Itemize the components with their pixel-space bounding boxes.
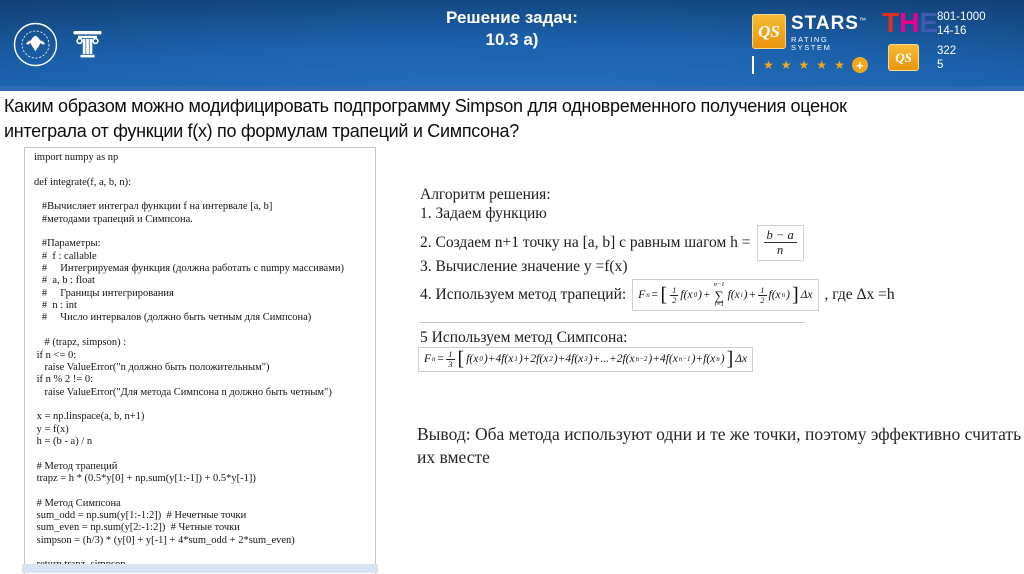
formula-symbol: F [424, 353, 432, 366]
formula-subscript: n [646, 291, 650, 299]
formula-term: )+...+2f(x [588, 353, 635, 366]
section-divider [420, 322, 804, 323]
stars-wordmark: STARS [790, 13, 859, 34]
plus-sign: + [702, 289, 711, 301]
the-logo-letter-e: E [919, 7, 939, 38]
code-panel[interactable] [24, 147, 376, 574]
the-ranking-numbers [937, 10, 986, 38]
fraction-denominator: n [777, 243, 784, 258]
code-line [34, 325, 375, 337]
code-line [34, 485, 375, 497]
code-line [34, 189, 375, 201]
algorithm-step-1: 1. Задаем функцию [420, 205, 547, 222]
formula-term: f(x [768, 289, 781, 301]
code-line: # (trapz, simpson) : [34, 337, 127, 349]
algorithm-step-2 [420, 225, 804, 261]
the-logo-letter-h: H [899, 7, 920, 38]
code-line: if n % 2 != 0: [34, 374, 93, 386]
star-icon: ★ [780, 58, 792, 72]
plus-sign: + [748, 289, 757, 301]
equals-sign: = [436, 353, 445, 366]
step-4-text: 4. Используем метод трапеций: [420, 286, 627, 303]
code-line: raise ValueError("n должно быть положительным") [34, 361, 270, 373]
code-line: def integrate(f, a, b, n): [34, 176, 132, 188]
code-line: x = np.linspace(a, b, n+1) [34, 411, 145, 423]
code-line: #Вычисляет интеграл функции f на интервале [a, b] [34, 201, 273, 213]
fraction-h [764, 228, 797, 258]
stars-rating-row [752, 56, 870, 74]
code-line: #методами трапеций и Симпсона. [34, 213, 193, 225]
slide-title [0, 7, 1024, 51]
code-line: h = (b - a) / n [34, 435, 93, 447]
code-line: y = f(x) [34, 423, 69, 435]
left-bracket: [ [660, 283, 668, 306]
qs-badge-icon: QS [888, 44, 919, 71]
formula-term: )+4f(x [483, 353, 514, 366]
right-bracket: ] [726, 347, 734, 370]
equals-sign: = [650, 289, 659, 301]
left-bracket: [ [457, 347, 465, 370]
formula-term: )+2f(x [518, 353, 549, 366]
code-line: # f : callable [34, 250, 97, 262]
slide-title-line2: 10.3 а) [485, 30, 539, 49]
summation-symbol: n−1 ∑ i=1 [713, 281, 725, 308]
code-line: trapz = h * (0.5*y[0] + np.sum(y[1:-1]) + 0.5*y[-1]) [34, 472, 256, 484]
code-line: sum_odd = np.sum(y[1:-1:2]) # Нечетные точки [34, 509, 247, 521]
algorithm-step-3: 3. Вычисление значение y =f(x) [420, 258, 628, 275]
right-bracket: ] [792, 283, 799, 306]
slide-title-line1: Решение задач: [446, 8, 578, 27]
step-2-text: 2. Создаем n+1 точку на [a, b] с равным шагом h = [420, 233, 751, 251]
code-line: # a, b : float [34, 275, 95, 287]
step-4-where-clause: , где Δx =h [824, 286, 895, 303]
code-line: import numpy as np [34, 152, 119, 163]
formula-term: )+4f(x [553, 353, 584, 366]
code-line [34, 399, 375, 411]
question-text [0, 91, 1024, 147]
header-banner [0, 0, 1024, 86]
simpson-formula: F n = $\frac{1}{3}$ [ f(x 0 )+4f(x 1 )+2f(x 2 )+4f(x 3 )+...+2f(x n−2 )+4f(x n−1 )+f(x n ) ] Δx [418, 347, 753, 372]
the-ranking-range: 801-1000 [937, 11, 986, 23]
fraction-numerator: b − a [764, 228, 797, 243]
algorithm-step-4 [420, 279, 895, 311]
plus-star-icon: + [852, 57, 868, 73]
algorithm-heading: Алгоритм решения: [420, 186, 551, 203]
code-line: # Метод трапеций [34, 460, 118, 472]
star-icon: ★ [834, 58, 845, 72]
algorithm-step-5: 5 Используем метод Симпсона: [420, 329, 628, 346]
qs-stars-logo [752, 14, 870, 74]
code-line: # Число интервалов (должно быть четным для Симпсона) [34, 312, 312, 324]
formula-term: ) [720, 353, 725, 366]
formula-term: )+f(x [691, 353, 716, 366]
the-logo-letter-t: T [882, 7, 900, 38]
fraction-third: $\frac{1}{3}$ [448, 349, 453, 369]
algorithm-step-5-formula-row [418, 347, 753, 372]
delta-x: Δx [800, 289, 813, 301]
star-icon: ★ [816, 58, 828, 72]
trademark-symbol: ™ [858, 17, 866, 25]
code-line: sum_even = np.sum(y[2:-1:2]) # Четные точки [34, 522, 240, 534]
formula-term: f(x [727, 289, 740, 301]
code-line: # n : int [34, 300, 77, 312]
qs-ranking-value: 322 [937, 45, 957, 57]
delta-x: Δx [735, 353, 748, 366]
fraction-half: $\frac{1}{2}$ [760, 284, 765, 305]
star-icon: ★ [798, 58, 810, 72]
code-line: #Параметры: [34, 238, 101, 250]
formula-symbol: F [638, 289, 646, 301]
code-line: # Границы интегрирования [34, 287, 174, 299]
horizontal-scrollbar[interactable] [22, 564, 378, 573]
qs-ranking-numbers [937, 44, 956, 72]
rating-system-label: RATING SYSTEM [790, 35, 832, 52]
question-line1: Каким образом можно модифицировать подпрограмму Simpson для одновременного получения оценок [4, 96, 847, 116]
formula-term: )+4f(x [648, 353, 678, 366]
code-line [34, 547, 375, 559]
formula-term: f(x [466, 353, 479, 366]
trapezoid-formula: F n = [ $\frac{1}{2}$ f(x 0 ) + n−1 ∑ i=1 f(x i ) + $\frac{1}{2}$ f(x n ) ] Δx [632, 279, 818, 311]
the-ranking-position: 14-16 [937, 25, 967, 37]
code-line [34, 448, 375, 460]
qs-square-icon: QS [752, 14, 786, 49]
question-line2: интеграла от функции f(x) по формулам трапеций и Симпсона? [4, 121, 519, 141]
star-icon: ★ [763, 58, 774, 72]
code-line [34, 164, 375, 176]
the-logo [882, 8, 938, 38]
code-line: if n <= 0: [34, 349, 77, 361]
code-line: # Интегрируемая функция (должна работать с numpy массивами) [34, 263, 344, 275]
code-line: raise ValueError("Для метода Симпсона n должно быть четным") [34, 386, 332, 398]
conclusion-text: Вывод: Оба метода используют одни и те же точки, поэтому эффективно считать их вместе [417, 424, 1022, 467]
fraction-half: $\frac{1}{2}$ [672, 284, 677, 305]
code-line [34, 226, 375, 238]
code-line: simpson = (h/3) * (y[0] + y[-1] + 4*sum_odd + 2*sum_even) [34, 534, 295, 546]
code-line: # Метод Симпсона [34, 497, 121, 509]
formula-term: f(x [680, 289, 693, 301]
qs-ranking-stars: 5 [937, 59, 944, 71]
step-2-fraction-box [757, 225, 804, 261]
